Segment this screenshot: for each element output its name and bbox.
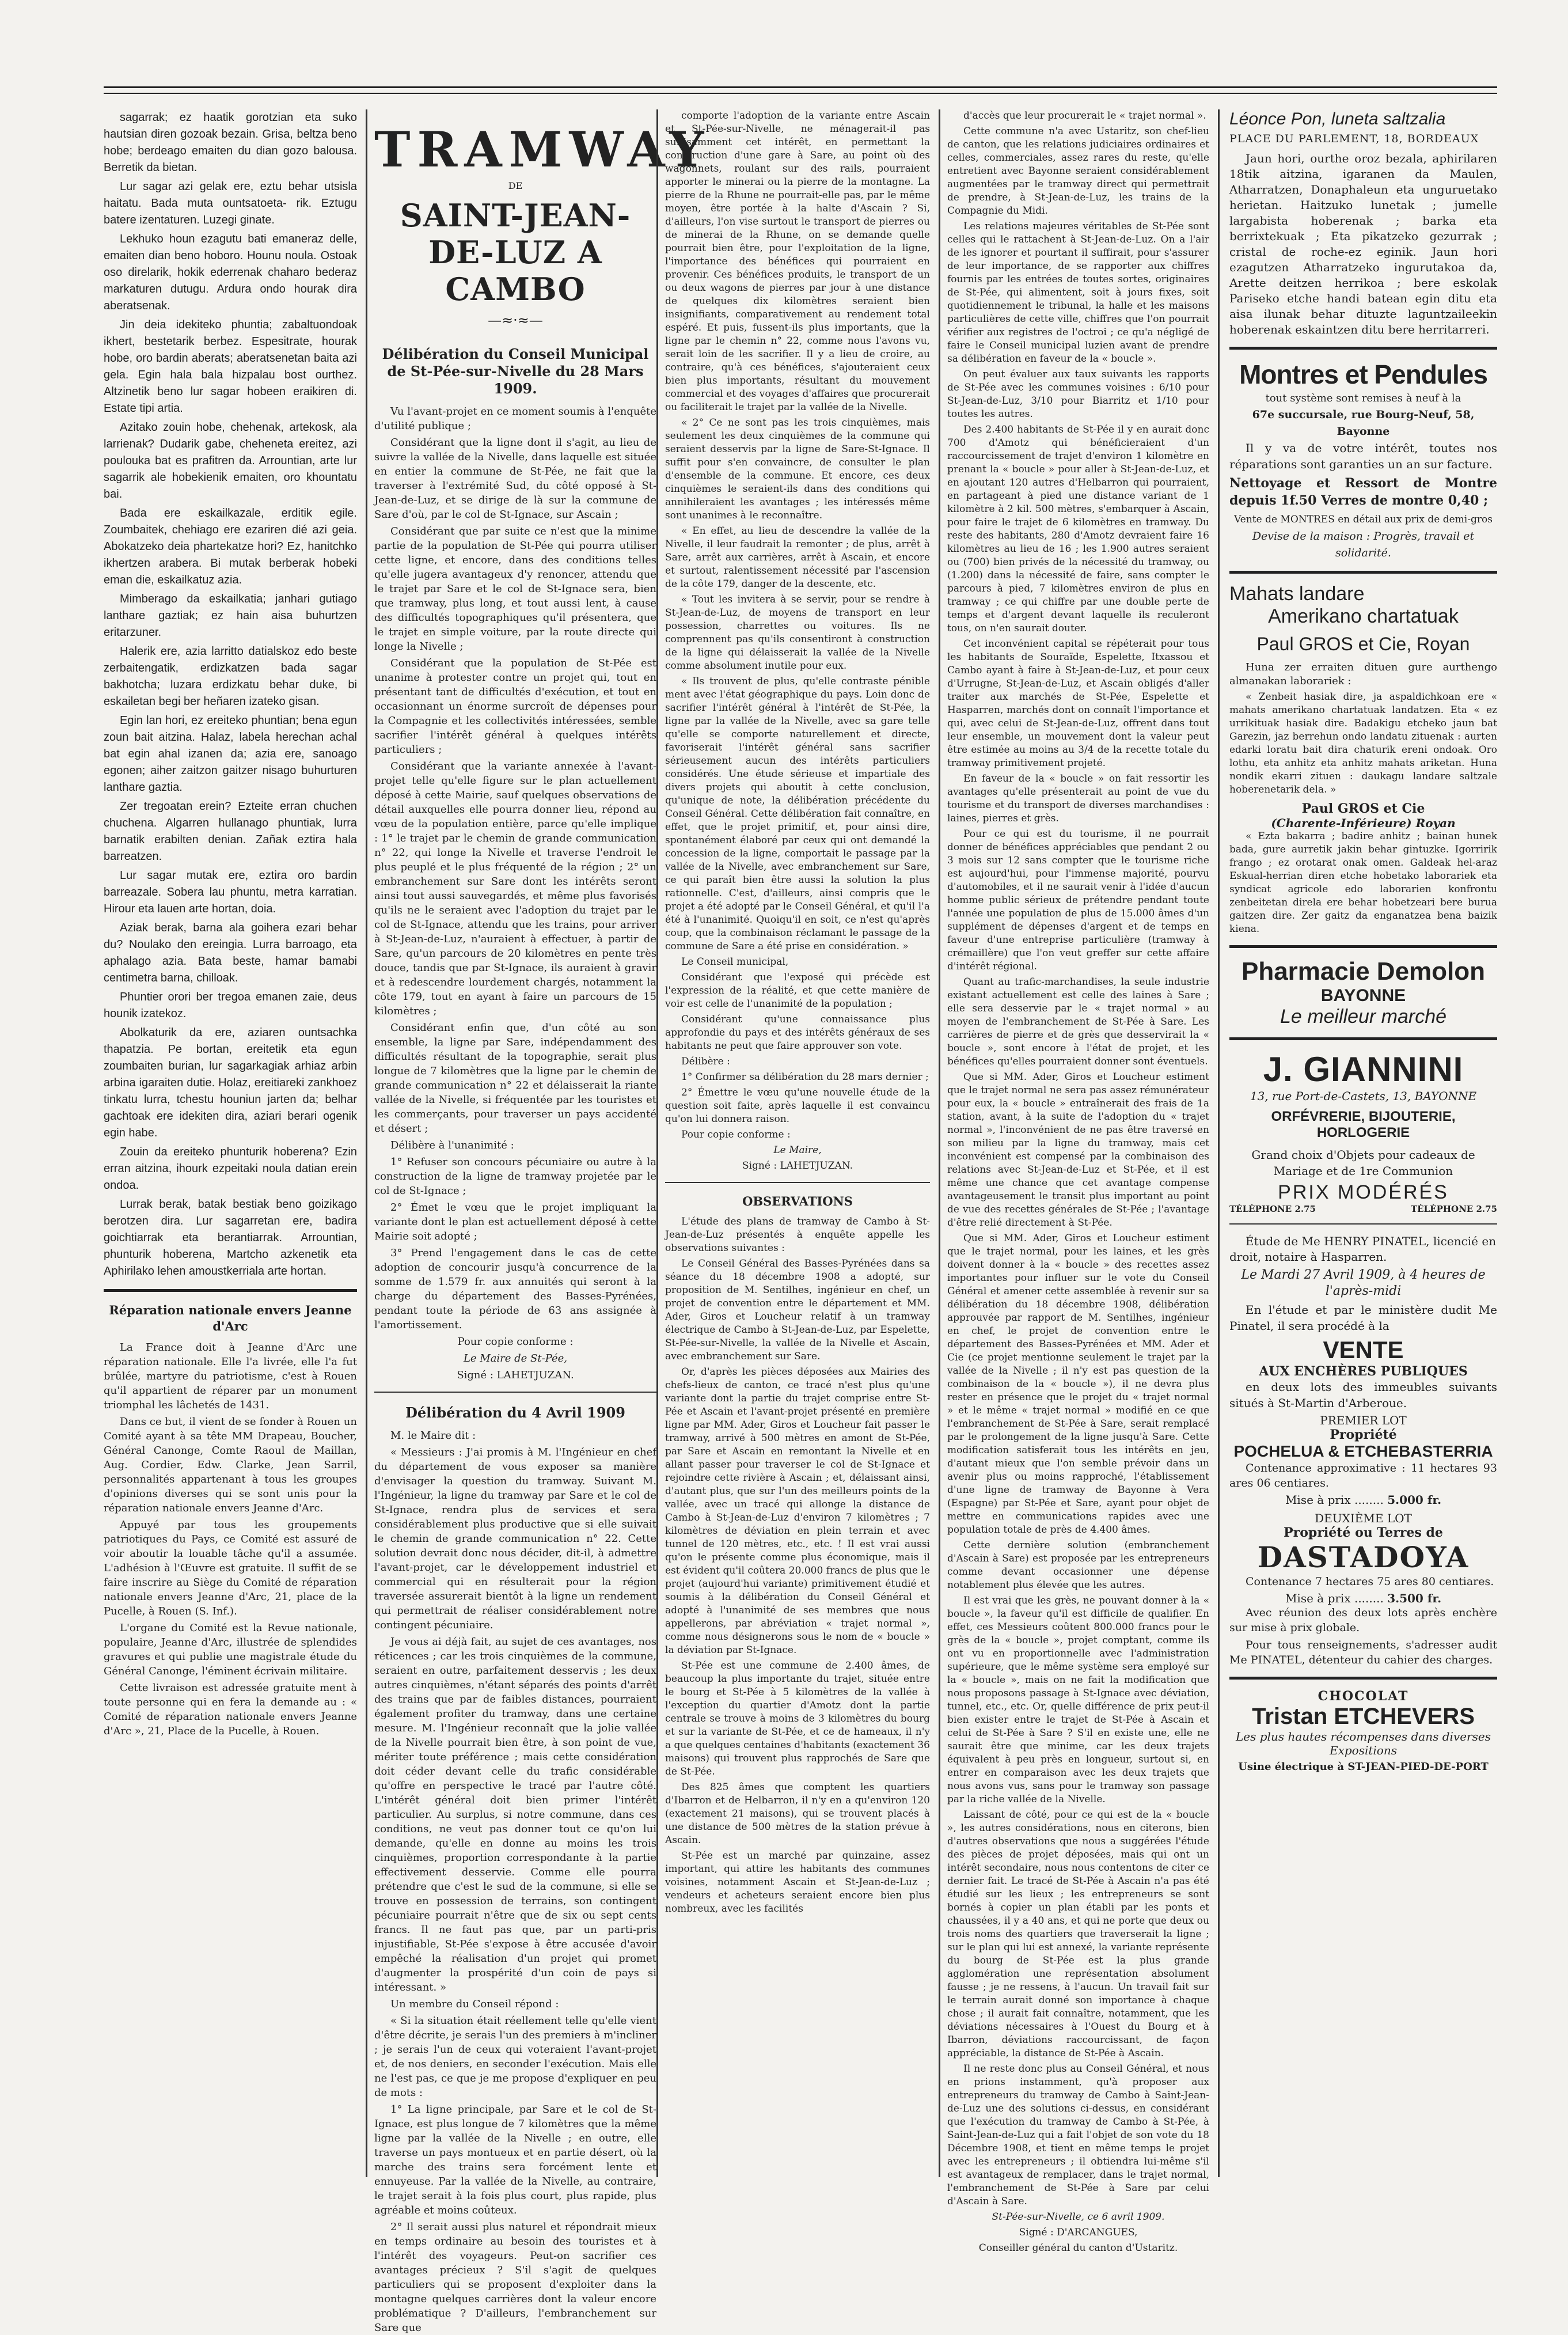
paragraph: Zouin da ereiteko phunturik hoberena? Ezin erran aitzina, ihourk ezpeitaki noula datian erein ondoa. [104, 1146, 357, 1192]
ad-montres-devise: Devise de la maison : Progrès, travail et solidarité. [1252, 530, 1475, 559]
ad-rule [1229, 1223, 1497, 1225]
paragraph: En faveur de la « boucle » on fait ressortir les avantages qu'elle présenterait au point de vue du tourisme et du transport de diverses marchandises : laines, pierres et grès. [947, 773, 1209, 824]
paragraph: L'organe du Comité est la Revue nationale, populaire, Jeanne d'Arc, illustrée de splendides gravures et qui publie une magistrale étude du Général Canonge, l'éminent écrivain militaire. [104, 1622, 357, 1677]
paragraph: Considérant que la variante annexée à l'avant-projet telle qu'elle figure sur le plan actuellement déposé à cette Mairie, sauf quelques observations de détail auxquelles elle pourra donner lieu, répond au vœu de la population entière, parce qu'elle implique : 1° le trajet par le chemin de grande communication n° 22, qui longe la Nivelle et traverse l'endroit le plus peuplé et le plus fréquenté de la région ; 2° un embranchement sur Sare dont les intérêts seront ainsi tout aussi sauvegardés, et même plus favorisés qu'ils ne le seraient avec l'adoption du trajet par le col de St-Ignace, attendu que les trains, pour arriver à St-Jean-de-Luz, n'auraient à effectuer, à partir de Sare, qu'un parcours de 20 kilomètres en pente très douce, tandis que par St-Ignace, ils auraient à gravir et à redescendre lourdement chargés, notamment la côte 179, tout en ayant à faire un parcours de 15 kilomètres ; [374, 760, 656, 1017]
ad-lot1-prop: Propriété [1330, 1427, 1397, 1442]
ad-pinatel-etude: Étude de Me HENRY PINATEL, licencié en droit, notaire à Hasparren. [1229, 1234, 1497, 1264]
ad-pinatel-date: Le Mardi 27 Avril 1909, à 4 heures de l'après-midi [1241, 1268, 1486, 1298]
ad-lot2-name: DASTADOYA [1257, 1540, 1470, 1574]
paragraph: Pour copie conforme : [681, 1129, 791, 1140]
ad-choc-label: CHOCOLAT [1318, 1689, 1409, 1704]
price-value: 3.500 fr. [1387, 1591, 1442, 1605]
paragraph: Un membre du Conseil répond : [390, 1998, 559, 2010]
ad-pharmacie-city: BAYONNE [1320, 986, 1406, 1005]
paragraph: L'étude des plans de tramway de Cambo à St-Jean-de-Luz présentés à enquête appelle les observations suivantes : [665, 1216, 930, 1254]
ad-pon-address: PLACE DU PARLEMENT, 18, BORDEAUX [1229, 132, 1479, 145]
paragraph: Des 2.400 habitants de St-Pée il y en aurait donc 700 d'Amotz qui bénéficieraient d'un raccourcissement de trajet d'environ 1 kilomètre en prenant la « boucle » pour aller à St-Jean-de-Luz, et en ajoutant 120 autres d'Helbarron qui pourraient, en partageant à pied une distance variant de 1 kilomètre à 2 kil. 500 mètres, s'embarquer à Ascain, pour faire le trajet de 6 kilomètres en tramway. Du reste des habitants, 280 d'Amotz devraient faire 16 kilomètres au lieu de 16 ; les 1.900 autres seraient ou (700) bien privés de la nécessité du tramway, ou (1.200) dans la nécessité de faire, sans compter le parcours à pied, 7 kilomètres environ de plus en tramway ; ce qui chiffre par une double perte de temps et d'argent devant laquelle ils reculeront tous, on n'en saurait douter. [947, 424, 1209, 634]
section-rule [665, 1182, 930, 1183]
paragraph: comporte l'adoption de la variante entre Ascain et St-Pée-sur-Nivelle, ne ménagerait-il pas suffisamment cet intérêt, en permettant la construction d'une gare à Sare, au point où des wagonnets, roulant sur des rails, pourraient apporter le minerai ou la pierre de la montagne. La pierre de la Rhune ne pourrait-elle pas, par le même moyen, être portée à la halte d'Ascain ? Si, d'ailleurs, l'on vise surtout le transport de pierres ou de minerai de la Rhune, on se demande quelle pourrait bien être, pour l'exploitation de la ligne, l'importance des bénéfices qui pourraient en provenir. Ces bénéfices produits, le transport de un ou deux wagons de pierres par jour à une distance de quelques dix kilomètres seraient bien insignifiants, comparativement au rendement total espéré. Et puis, fussent-ils plus importants, que la ligne par le chemin n° 22, comme nous l'avons vu, serait loin de les sacrifier. Il y a lieu de croire, au contraire, qu'à ces bénéfices, s'ajouteraient ceux bien plus importants, résultant du mouvement commercial et des voyages d'affaires que procurerait ou faciliterait le trajet par la vallée de la Nivelle. [665, 110, 930, 413]
paragraph: Considérant que la population de St-Pée est unanime à protester contre un projet qui, tout en présentant tant de difficultés d'exécution, et tout en occasionnant un énorme surcroît de dépenses pour la Compagnie et les collectivités intéressées, semble sacrifier l'intérêt général à quelques intérêts particuliers ; [374, 657, 656, 756]
ad-lot1-price-row: Mise à prix ........ 5.000 fr. [1285, 1493, 1442, 1507]
paragraph: Cette livraison est adressée gratuite ment à toute personne qui en fera la demande au : « Comité de réparation nationale envers Jeanne d'Arc », 21, Place de la Pucelle, à Rouen. [104, 1682, 357, 1737]
paragraph: Que si MM. Ader, Giros et Loucheur estiment que le trajet normal ne sera pas assez rémunérateur pour eux, la « boucle » entraînerait des frais de 1a station, avant, à la suite de l'adoption du « trajet normal », l'inconvénient de ne pas être traversé en son milieu par la ligne du tramway, mais cet inconvénient est compensé par la combinaison des relations avec St-Jean-de-Luz et St-Pée, et il est même une chance que cet avantage compense avantageusement le transit plus important au point de vue des recettes générales de St-Pée ; l'avantage d'être relié directement à St-Pée. [947, 1071, 1209, 1229]
paragraph: Quant au trafic-marchandises, la seule industrie existant actuellement est celle des laines à Sare ; elle sera desservie par le « trajet normal » au moyen de l'embranchement de St-Pée à Sare. Les carrières de pierre et de grès que desservirait la « boucle », sont encore à l'état de projet, et les bénéfices qu'elles pourraient donner sont éventuels. [947, 976, 1209, 1067]
ad-lot2-price-row: Mise à prix ........ 3.500 fr. [1285, 1591, 1442, 1605]
section-rule [374, 1392, 656, 1393]
ad-giannini-text: Grand choix d'Objets pour cadeaux de Mariage et de 1re Communion [1251, 1148, 1475, 1178]
paragraph: Cet inconvénient capital se répéterait pour tous les habitants de Souraïde, Espelette, Itxassou et Cambo ayant à faire à St-Jean-de-Luz, et pour ceux d'Urrugne, St-Jean-de-Luz, et Ascain obligés d'aller traiter aux marchés de St-Pée, Espelette et Hasparren, marchés dont on connaît l'importance et qui, avec celui de St-Jean-de-Luz, offrent dans tout leur ensemble, un mouvement dont la valeur peut être estimée au moins au 3/4 de la recette totale du tramway primitivement projeté. [947, 638, 1209, 769]
paragraph: Lur sagar mutak ere, eztira oro bardin barreazale. Sobera lau phuntu, metra karratian. Hirour eta lauen arte hortan, doia. [104, 869, 357, 915]
ad-rule [1229, 1037, 1497, 1040]
paragraph: Bada ere eskailkazale, erditik egile. Zoumbaitek, chehiago ere ezariren dié azi geia. Abokatzeko deia phartekatze hori? Ez, hanitchko ikhertzen arabera. Bi mutak berberak hobeki eman die, eskailkatuz azia. [104, 507, 357, 586]
ad-choc-name: Tristan ETCHEVERS [1252, 1704, 1475, 1729]
column-observations [665, 109, 930, 2177]
ad-pon-text: Jaun hori, ourthe oroz bezala, aphirilaren 18tik aitzina, igaranen da Maulen, Atharratzen, Donaphaleun eta unguruetako herietan. Haitzuko lunetak ; jumelle largabista hoberenak ; barka eta berrixtekuak ; Eta pikatzeko gezurrak ; cristal de roche-ez eginik. Jaun hori ezagutzen Atharratzeko ingurutakoa da, Arette deitzen herrikoa ; bere eskolak Pariseko etche handi batean egin ditu eta aisa ilunak behar dituzte laguntzaileekin hoberenak eskaintzen ditu bere herritarreri. [1229, 151, 1497, 336]
ad-montres-title: Montres et Pendules [1239, 359, 1487, 389]
ad-pharmacie-slogan: Le meilleur marché [1280, 1006, 1447, 1028]
ad-pharmacie [1229, 957, 1497, 1028]
ad-giannini [1229, 1049, 1497, 1214]
paragraph: Mimberago da eskailkatia; janhari gutiago lanthare gaztiak; ez hain aisa buhurtzen eritarzuner. [104, 593, 357, 639]
paragraph: Que si MM. Ader, Giros et Loucheur estiment que le trajet normal, pour les laines, et les grès doivent donner à la « boucle » des recettes assez importantes pour influer sur le vote du Conseil Général et amener cette assemblée à revenir sur sa délibération du 18 décembre 1908, délibération approuvée par rapport de M. Sentilhes, ingénieur en chef, le projet de convention entre le département des Basses-Pyrénées et MM. Ader et Cie (ce projet mentionne seulement le trajet par la vallée de la Nivelle ; il n'y est pas question de la combinaison de la « boucle »), il ne devra plus rester en présence que le projet du « trajet normal » et le même « trajet normal » modifié en ce que l'embranchement de St-Pée à Sare, serait remplacé par le prolongement de la ligne jusqu'à Sare. Cette modification satisferait tous les intérêts en jeu, d'autant mieux que l'on semble prévoir dans un avenir plus ou moins rapproché, l'établissement d'une ligne de tramway de Bayonne à Vera (Espagne) par St-Pée et Sare, ayant pour objet de mettre en communications rapides avec une population totale de près de 4.400 âmes. [947, 1233, 1209, 1536]
column-observations-cont [947, 109, 1209, 2254]
ad-lot2-cont: Contenance 7 hectares 75 ares 80 centiares. [1246, 1575, 1494, 1588]
dateline: St-Pée-sur-Nivelle, ce 6 avril 1909. [992, 2211, 1165, 2223]
paragraph: Des 825 âmes que comptent les quartiers d'Ibarron et de Helbarron, il n'y en a qu'environ 120 (exactement 21 maisons), qui se trouvent placés à une distance de 500 mètres de la station prévue à Ascain. [665, 1781, 930, 1846]
ornament-divider: —≈·≈— [488, 312, 543, 328]
paragraph: d'accès que leur procurerait le « trajet normal ». [963, 110, 1206, 122]
price-label: Mise à prix [1285, 1591, 1351, 1605]
column-divider [1218, 109, 1220, 2177]
paragraph: « 2° Ce ne sont pas les trois cinquièmes, mais seulement les deux cinquièmes de la commune qui seraient desservis par la ligne de Sare-St-Ignace. Il suffit pour s'en convaincre, de consulter le plan d'ensemble de la commune. Et encore, ces deux cinquièmes le seraient-ils dans des conditions qui annihileraient les avantages ; les intéressés même sont unanimes à le reconnaître. [665, 417, 930, 521]
paragraph: Considérant que la ligne dont il s'agit, au lieu de suivre la vallée de la Nivelle, dans laquelle est située en entier la commune de St-Pée, ne fait que la traverser à l'extrémité Sud, du côté opposé à St-Jean-de-Luz, et se dirige de là sur la commune de Sare d'où, par le col de St-Ignace, sur Ascain ; [374, 437, 656, 521]
ad-lot1-name: POCHELUA & ETCHEBASTERRIA [1233, 1442, 1493, 1460]
ad-giannini-name: J. GIANNINI [1263, 1050, 1464, 1089]
paragraph: Phuntier orori ber tregoa emanen zaie, deus hounik izatekoz. [104, 991, 357, 1020]
paragraph: « Tout les invitera à se servir, pour se rendre à St-Jean-de-Luz, de moyens de transport en leur possession, charrettes ou voitures. Ils ne comprennent pas qu'ils consentiront à construction de la ligne qui délaisserait la vallée de la Nivelle comme absolument inutile pour eux. [665, 594, 930, 672]
paragraph: Le Conseil Général des Basses-Pyrénées dans sa séance du 18 décembre 1908 a adopté, sur proposition de M. Sentilhes, ingénieur en chef, un projet de convention entre le département et MM. Ader, Giros et Loucheur relatif à un tramway électrique de Cambo à St-Jean-de-Luz, par Espelette, St-Pée-sur-Nivelle, la vallée de la Nivelle et Ascain, avec embranchement sur Sare. [665, 1258, 930, 1362]
paragraph: Lekhuko houn ezagutu bati emaneraz delle, emaiten dian beno hoboro. Hounu noula. Ostoak oso direlarik, hokik ederrenak chaharo bederaz markaturen dutugu. Ardura ondo hourak dira aberatsenak. [104, 233, 357, 312]
paragraph: Les relations majeures véritables de St-Pée sont celles qui le rattachent à St-Jean-de-Luz. On a l'air de les ignorer et pourtant il suffirait, pour s'assurer de leur importance, de se rapporter aux chiffres fournis par les entrées de toutes sortes, originaires de St-Pée, qui alimentent, soit à jours fixes, soit quotidiennement le tribunal, la halle et les maisons particulières de cette ville, chiffres que l'on pourrait vérifier aux registres de l'octroi ; ce qu'a négligé de faire le Conseil municipal luzien avant de prendre sa délibération en faveur de la « boucle ». [947, 221, 1209, 365]
paragraph: Zer tregoatan erein? Ezteite erran chuchen chuchena. Algarren hullanago phuntiak, lurra barnatik erabilten denian. Zañak eztira hala barreatzen. [104, 800, 357, 863]
ad-pon [1229, 109, 1497, 338]
maire-line: Le Maire, [773, 1144, 822, 1156]
paragraph: Aziak berak, barna ala goihera ezari behar du? Noulako den ereingia. Lurra barroago, eta aphalago azia. Bata beste, hamar bamabi centimetra barna, chilloak. [104, 922, 357, 984]
paragraph: Vu l'avant-projet en ce moment soumis à l'enquête d'utilité publique ; [374, 405, 656, 432]
ad-vente-title: VENTE [1323, 1336, 1404, 1363]
headline-de: DE [508, 180, 523, 191]
ad-vente-text: en deux lots des immeubles suivants situés à St-Martin d'Arberoue. [1229, 1380, 1497, 1410]
paragraph: Laissant de côté, pour ce qui est de la « boucle », les autres considérations, nous en citerons, bien d'autres observations que nous a suggérées l'étude des pièces de projet déposées, mais qui ont un intérêt secondaire, nous nous contentons de citer ce dernier fait. Le tracé de St-Pée à Ascain n'a pas été étudié sur les lieux ; les entrepreneurs se sont bornés à copier un plan établi par les ponts et chaussées, il y a 40 ans, et qui ne porte que deux ou trois noms des quartiers que traverserait la ligne ; sur le plan qui lui est annexé, la variante représente du bourg de St-Pée est la plus grande agglomération une représentation absolument fausse ; je ne ressens, à l'aucun. Un travail fait sur le terrain aurait donné son importance à chaque chose ; il aurait fait connaître, notamment, que les déviations nécessaires à l'Ouest du Bourg et à Ibarron, déviations raccourcissant, de façon appréciable, la distance de St-Pée à Ascain. [947, 1809, 1209, 2059]
section-rule [104, 1289, 357, 1292]
jeanne-body [104, 1340, 357, 1738]
deliberation-1-title: Délibération du Conseil Municipal de St-Pée-sur-Nivelle du 28 Mars 1909. [382, 346, 649, 397]
signature-line: Signé : D'ARCANGUES, [1019, 2227, 1138, 2238]
ad-vente-sub: AUX ENCHÈRES PUBLIQUES [1259, 1364, 1468, 1379]
paragraph: 2° Émettre le vœu qu'une nouvelle étude de la question soit faite, après laquelle il est convaincu qu'on lui donnera raison. [665, 1087, 930, 1125]
ad-gros-text1: Huna zer erraiten dituen gure aurthengo almanakan laborariek : [1229, 661, 1497, 687]
ad-gros-text3: « Ezta bakarra ; badire anhitz ; bainan hunek bada, gure aurretik jakin behar gintuzke. Igorririk frango ; ez orotarat onak omen. Galdeak hel-araz Eskual-herrian diren etche hobetako laborariek eta syndicat agricole edo laborarien konfrontu zenbeitetan direla ere behar hobetzeari bere burua gaitzen dire. Zer gaitz da enganatzea bena baizik kiena. [1229, 831, 1497, 935]
paragraph: Je vous ai déjà fait, au sujet de ces avantages, nos réticences ; car les trois cinquièmes de la commune, seraient en outre, parfaitement desservis ; les deux autres cinquièmes, n'étant séparés des points d'arrêt des trains que par de faibles distances, pourraient également profiter du tramway, dans une certaine mesure. M. l'Ingénieur reconnaît que la jolie vallée de la Nivelle pourrait bien être, à son point de vue, mériter toute préférence ; mais cette considération doit céder devant celle du trafic considérable qu'offre en perspective le tracé par l'autre côté. L'intérêt général doit bien primer l'intérêt particulier. Au surplus, si notre commune, dans ces conditions, ne veut pas donner tout ce qu'on lui demande, qu'elle en donne au moins les trois cinquièmes, proportion correspondante à la partie effectivement desservie. Comme elle pourra prétendre que c'est le sud de la commune, si elle se trouve en possession de terrains, son contingent pécuniaire pourrait n'être que de six ou sept cents francs. Il ne faut pas que, par un parti-pris injustifiable, St-Pée s'expose à être accusée d'avoir empêché la réalisation d'un projet qui promet d'augmenter la prospérité d'un coin de pays si intéressant. » [374, 1636, 656, 1993]
ad-choc-factory: Usine électrique à ST-JEAN-PIED-DE-PORT [1238, 1761, 1489, 1773]
ad-montres-sub2: 67e succursale, rue Bourg-Neuf, 58, Bayonne [1252, 408, 1475, 438]
paragraph: « Ils trouvent de plus, qu'elle contraste pénible ment avec l'état géographique du pays. Loin donc de sacrifier l'intérêt général à l'intérêt de St-Pée, la ligne par la vallée de la Nivelle, avec sa gare telle qu'elle se comporte naturellement et directe, favoriserait l'intérêt général sans sacrifier sérieusement aucun des intérêts particuliers considérés. Une étude sérieuse et impartiale des divers projets qui aboutit à cette conclusion, qu'unique de note, la délibération précédente du Conseil Général. Cette délibération fait connaître, en effet, que le projet primitif, et, pour ainsi dire, spontanément élaboré par ceux qui ont demandé la concession de la ligne, comportait le passage par la vallée de la Nivelle, avec embranchement sur Sare, ce qui paraît bien être aussi la solution la plus rationnelle. C'est, d'ailleurs, ainsi compris que le projet a été adopté par le Conseil Général, et qu'il l'a été à l'unanimité. Quoiqu'il en soit, ce n'est qu'après coup, que la combinaison réclamant le passage de la commune de Sare a été prise en considération. » [665, 676, 930, 952]
phone-left: TÉLÉPHONE 2.75 [1229, 1204, 1316, 1214]
paragraph: Pour ce qui est du tourisme, il ne pourrait donner de bénéfices appréciables que pendant 2 ou 3 mois sur 12 sans compter que le tourisme riche est aujourd'hui, pour l'immense majorité, pourvu d'automobiles, et il ne saurait venir à l'idée d'aucun homme public sérieux de prétendre pendant toute l'année une population de plus de 15.000 âmes d'un supplément de dépenses d'argent et de temps en faveur d'une entreprise particulière (tramway à crémaillère) que l'on veut greffer sur cette affaire d'intérêt régional. [947, 828, 1209, 972]
ad-pinatel-info: Pour tous renseignements, s'adresser audit Me PINATEL, détenteur du cahier des charges. [1229, 1639, 1497, 1666]
paragraph: Cette dernière solution (embranchement d'Ascain à Sare) est proposée par les entrepreneurs comme devant occasionner une dépense notablement plus élevée que les autres. [947, 1540, 1209, 1591]
paragraph: Egin lan hori, ez ereiteko phuntian; bena egun zoun bait aitzina. Halaz, labela herechan achal bat egin ahal izanen da; azia ere, sanoago egonen; aiher zaitzon gaitzer nisago buhurturen lanthare gaztia. [104, 714, 357, 794]
ad-lot2-title: DEUXIÈME LOT [1315, 1511, 1412, 1525]
paragraph: Halerik ere, azia larritto datialskoz edo beste zerbaitengatik, erdizkatzen bada sagar bakhotcha; luzara erdizkatu behar duke, bi eskailetan begi ber heñaren izateko gisan. [104, 645, 357, 708]
paragraph: Il est vrai que les grès, ne pouvant donner à la « boucle », la faveur qu'il est difficile de qualifier. En effet, ces Messieurs coûtent 800.000 francs pour le grès de la « boucle », projet comptant, comme ils ont vu en proportionnelle avec l'administration supérieure, que le même système sera employé sur la « boucle », mais on ne fait la modification que nous proposons passage à St-Ignace avec déviation, tunnel, etc., etc. Or, quelle différence de prix peut-il bien exister entre le trajet de St-Pée à Ascain et celui de St-Pée à Sare ? S'il en existe une, elle ne saurait être que minime, car les deux trajets équivalent à peu près en longueur, surtout si, en entrer en comparaison avec les deux trajets que nous avons vus, sans pour le tramway son passage par la riche vallée de la Nivelle. [947, 1595, 1209, 1805]
headline-subtitle: SAINT-JEAN-DE-LUZ A CAMBO [400, 197, 631, 308]
signature-line: Signé : LAHETJUZAN. [742, 1160, 853, 1172]
ad-montres-sub1: tout système sont remises à neuf à la [1265, 392, 1461, 404]
column-basque [104, 109, 357, 2177]
headline-tramway: TRAMWAY [374, 121, 711, 178]
ad-montres-vente: Vente de MONTRES en détail aux prix de demi-gros [1234, 514, 1493, 525]
price-label: Mise à prix [1285, 1493, 1351, 1507]
ad-rule [1229, 347, 1497, 350]
paragraph: La France doit à Jeanne d'Arc une réparation nationale. Elle l'a livrée, elle l'a fut brûlée, martyre du patriotisme, c'est à Rouen qu'il appartient de réparer par un monument triomphal les lâchetés de 1431. [104, 1341, 357, 1411]
paragraph: Azitako zouin hobe, chehenak, artekosk, ala larrienak? Dudarik gabe, cheheneta ereitez, azi poulouka bat es prafitren da. Arrountian, arte lur sagarrik ale hobekienik emaiten, oro khountatu bai. [104, 421, 357, 501]
paragraph: 3° Prend l'engagement dans le cas de cette adoption de concourir jusqu'à concurrence de la somme de 1.579 fr. aux annuités qui seront à la charge du département des Basses-Pyrénées, pendant toute la période de 63 ans assignée à l'amortissement. [374, 1247, 656, 1331]
ad-montres [1229, 359, 1497, 562]
price-value: 5.000 fr. [1387, 1493, 1442, 1507]
ad-lot2-prop: Propriété ou Terres de [1284, 1525, 1443, 1540]
ad-vente [1229, 1234, 1497, 1667]
ad-pinatel-place: En l'étude et par le ministère dudit Me Pinatel, il sera procédé à la [1229, 1303, 1497, 1333]
column-tramway [374, 109, 711, 2334]
ad-giannini-addr: 13, rue Port-de-Castets, 13, BAYONNE [1250, 1089, 1477, 1103]
ad-mahats-sub: Amerikano chartatuak [1268, 605, 1459, 627]
phone-right: TÉLÉPHONE 2.75 [1411, 1204, 1497, 1214]
column-divider [366, 109, 367, 2177]
paragraph: Considérant que par suite ce n'est que la minime partie de la population de St-Pée qui pourra utiliser cette ligne, et encore, dans des conditions telles qu'elle jugera avantageux d'y renoncer, attendu que le trajet par Sare et le col de St-Ignace sera, bien que tramway, plus long, et tout aussi lent, à cause des difficultés topographiques qu'il présentera, que le trajet en simple voiture, par la route directe qui longe la Nivelle ; [374, 525, 656, 653]
paragraph: « Si la situation était réellement telle qu'elle vient d'être décrite, je serais l'un des premiers à m'incliner ; je serais l'un de ceux qui voteraient l'avant-projet et, de nos deniers, en seconder l'exécution. Mais elle ne l'est pas, ce que je me propose d'expliquer en peu de mots : [374, 2015, 657, 2099]
ad-mahats-title: Mahats landare [1229, 583, 1365, 605]
paragraph: Or, d'après les pièces déposées aux Mairies des chefs-lieux de canton, ce tracé n'est plus qu'une variante dont la partie du trajet comprise entre St-Pée et Ascain et l'avant-projet présenté en première ligne par MM. Ader, Giros et Loucheur fait passer le tramway, arrivé à 500 mètres en amont de St-Pée, par Sare et Ascain en remontant la Nivelle et en allant passer pour traverser le col de St-Ignace et rejoindre cette rivière à Ascain ; et, délaissant ainsi, d'autant plus, que sur l'un des meilleurs points de la vallée, avec un tracé qui allonge la distance de Cambo à St-Jean-de-Luz d'environ 7 kilomètres ; 7 kilomètres de déviation en plein terrain et avec tunnel de 120 mètres, etc., etc. ! Il est vrai aussi qu'on le présente comme plus économique, mais il est évident qu'il coûtera 20.000 francs de plus que le projet (aujourd'hui variante) primitivement étudié et soumis à la délibération du Conseil Général et adopté à l'unanimité de ses membres que nous appellerons, par abréviation « trajet normal », comme nous désignerons sous le nom de « boucle » la déviation par St-Ignace. [665, 1366, 930, 1656]
ad-chocolat [1229, 1689, 1497, 1773]
paragraph: Il ne reste donc plus au Conseil Général, et nous en prions instamment, qu'à proposer aux entrepreneurs du tramway de Cambo à Saint-Jean-de-Luz une des solutions ci-dessus, en considérant que l'exécution du tramway de Cambo à St-Pée, à Saint-Jean-de-Luz qui a fait l'objet de son vote du 18 Décembre 1908, et tient en même temps le projet avec les entrepreneurs ; il obtiendra lui-même s'il est avantageux de remplacer, dans le trajet normal, l'embranchement de St-Pée à Sare par celui d'Ascain à Sare. [947, 2063, 1209, 2207]
paragraph: Cette commune n'a avec Ustaritz, son chef-lieu de canton, que les relations judiciaires ordinaires et celles, commerciales, assez rares du reste, qu'elle entretient avec Bayonne seraient considérablement augmentées par le tramway direct qui permettrait de prendre, à St-Jean-de-Luz, les trains de la Compagnie du Midi. [947, 126, 1209, 217]
ad-montres-bold: Nettoyage et Ressort de Montre depuis 1f.50 Verres de montre 0,40 ; [1229, 476, 1497, 508]
paragraph: sagarrak; ez haatik gorotzian eta suko hautsian diren gozoak bezain. Grisa, beltza beno hobe; berdeago emaiten du dian gozo balousa. Berretik da bietan. [104, 111, 357, 174]
ad-choc-reward: Les plus hautes récompenses dans diverses Expositions [1236, 1730, 1491, 1757]
paragraph: On peut évaluer aux taux suivants les rapports de St-Pée avec les communes voisines : 6/10 pour St-Jean-de-Luz, 3/10 pour Biarritz et 1/10 pour toutes les autres. [947, 369, 1209, 420]
paragraph: St-Pée est une commune de 2.400 âmes, de beaucoup la plus importante du trajet, située entre le bourg et St-Pée à 5 kilomètres de la vallée à l'exception du quartier d'Amotz dont la partie centrale se trouve à moins de 3 kilomètres du bourg et sur la variante de St-Pée, et ce de hameaux, il n'y a que quelques centaines d'habitants (exactement 36 maisons) qui trouvent plus rapprochés de Sare que de St-Pée. [665, 1660, 930, 1777]
column-ads [1229, 109, 1497, 2177]
paragraph: Le Conseil municipal, [681, 956, 789, 968]
ad-gros-name: Paul GROS et Cie, Royan [1256, 634, 1470, 654]
deliberation-2-title: Délibération du 4 Avril 1909 [405, 1404, 625, 1421]
paragraph: M. le Maire dit : [390, 1430, 476, 1442]
paragraph: Considérant que l'exposé qui précède est l'expression de la réalité, et que cette manière de voir est celle de l'unanimité de la population ; [665, 972, 930, 1010]
paragraph: Dans ce but, il vient de se fonder à Rouen un Comité ayant à sa tête MM Drapeau, Boucher, Général Canonge, Comte Raoul de Maillan, Aug. Cordier, Edw. Clarke, Jean Sarril, personnalités appartenant à tous les groupes d'opinions diverses qui se sont unis pour la réparation nationale envers Jeanne d'Arc. [104, 1416, 357, 1514]
ad-pharmacie-name: Pharmacie Demolon [1241, 957, 1486, 985]
ad-lot2-note: Avec réunion des deux lots après enchère sur mise à prix globale. [1229, 1606, 1497, 1634]
column-divider [939, 109, 940, 2177]
ad-gros2-name: Paul GROS et Cie [1301, 801, 1425, 816]
paragraph: Considérant enfin que, d'un côté au son ensemble, la ligne par Sare, indépendamment des difficultés résultant de la topographie, serait plus longue de 7 kilomètres que la ligne par le chemin de grande communication n° 22 et délaisserait la riante vallée de la Nivelle, si fréquentée par les touristes et les commerçants, pour traverser un pays accidenté et désert ; [374, 1022, 656, 1135]
paragraph: Délibère à l'unanimité : [390, 1139, 514, 1151]
ad-rule [1229, 945, 1497, 948]
deliberation-2-body [374, 1428, 656, 2335]
ad-pon-name: Léonce Pon, luneta saltzalia [1229, 109, 1446, 128]
ad-mahats [1229, 583, 1497, 936]
jeanne-title: Réparation nationale envers Jeanne d'Arc [109, 1303, 352, 1333]
paragraph: 2° Il serait aussi plus naturel et répondrait mieux en temps ordinaire au besoin des touristes et à l'intérêt des voyageurs. Peut-on sacrifier ces avantages précieux ? S'il s'agit de quelques particuliers qui se proposent d'exploiter dans la montagne quelques carrières dont la valeur encore problématique ? D'ailleurs, l'embranchement sur Sare que [374, 2221, 656, 2334]
paragraph: 2° Émet le vœu que le projet impliquant la variante dont le plan est actuellement déposé à cette Mairie soit adopté ; [374, 1201, 656, 1242]
observations-lead [665, 109, 930, 1142]
observations-continued [947, 109, 1209, 2208]
paragraph: « En effet, au lieu de descendre la vallée de la Nivelle, il leur faudrait la remonter ; de plus, arrêt à Sare, arrêt aux carrières, arrêt à Ascain, et encore et surtout, ralentissement nécessité par l'ascension de la côte 179, danger de la descente, etc. [665, 525, 930, 590]
certif-line: Pour copie conforme : [457, 1336, 574, 1348]
ad-giannini-phones [1229, 1204, 1497, 1214]
column-divider [656, 109, 658, 2177]
paragraph: Considérant qu'une connaissance plus approfondie du pays et des intérêts généraux de ses habitants ne peut que faire approuver son vote. [665, 1014, 930, 1052]
ad-rule [1229, 571, 1497, 574]
paragraph: Lurrak berak, batak bestiak beno goizikago berotzen dira. Lur sagarretan ere, badira goichtiarrak eta berantiarrak. Arrountian, phunturik hoberena, Martcho azkenetik eta Aphirilako lehen amoustkerriala arte hortan. [104, 1198, 357, 1278]
paragraph: Lur sagar azi gelak ere, eztu behar utsisla haitatu. Bada muta ountsatoeta- rik. Eztugu batere izentaturen. Luzegi ginate. [104, 180, 357, 226]
paragraph: 1° Refuser son concours pécuniaire ou autre à la construction de la ligne de tramway projetée par le col de St-Ignace ; [374, 1156, 656, 1197]
ad-lot1-title: PREMIER LOT [1320, 1413, 1407, 1427]
top-rule [104, 86, 1497, 94]
ad-gros-text2: « Zenbeit hasiak dire, ja aspaldichkoan ere « mahats amerikano chartatuak landatzen. Eta « ez urrikituak hasiak dire. Badakigu etcheko jaun bat Garezin, jaz berrehun ondo landatu zituenak : aurten edarki loratu bait dira chaturik ereni ondoak. Oro lothu, eta anhitz eta anhitz mahats ariketan. Huna nondik ekarri zituen : daukagu landare saltzale hoberenetarik dela. » [1229, 691, 1497, 795]
signature-role: Conseiller général du canton d'Ustaritz. [978, 2242, 1178, 2254]
paragraph: Jin deia idekiteko phuntia; zabaltuondoak ikhert, bestetarik berbez. Espesitrate, hourak hobe, oro bardin aberats; aberatsenetan baita azi gela. Egin hala bala hizpalau bost ourthez. Altzinetik beno lur sagar hobeen eraikiren di. Estate tipi artia. [104, 319, 357, 415]
ad-giannini-line1: ORFÉVRERIE, BIJOUTERIE, [1271, 1109, 1456, 1124]
paragraph: « Messieurs : J'ai promis à M. l'Ingénieur en chef du département de vous exposer sa manière d'envisager la question du tramway. Suivant M. l'Ingénieur, la ligne du tramway par Sare et le col de St-Ignace, rendra plus de services et sera considérablement plus productive que si elle suivait le chemin de grande communication n° 22. Cette solution devrait donc nous décider, dit-il, à admettre l'avant-projet, car le développement industriel et commercial qui en résulterait pour la région traversée assurerait bientôt à la ligne un rendement qui permettrait de réaliser considérablement notre contingent pécuniaire. [374, 1446, 656, 1631]
observations-title: OBSERVATIONS [742, 1194, 853, 1208]
paragraph: Appuyé par tous les groupements patriotiques du Pays, ce Comité est assuré de voir aboutir la louable tâche qu'il a assumée. L'adhésion à l'Œuvre est gratuite. Il suffit de se faire inscrire au Siège du Comité de réparation nationale envers Jeanne d'Arc, 21, place de la Pucelle, à Rouen (S. Inf.). [104, 1519, 357, 1617]
newspaper-page [104, 86, 1497, 2334]
maire-line: Le Maire de St-Pée, [463, 1352, 568, 1364]
ad-giannini-prix: PRIX MODÉRÉS [1278, 1181, 1449, 1203]
ad-rule [1229, 1677, 1497, 1680]
ad-lot1-cont: Contenance approximative : 11 hectares 93 ares 06 centiares. [1229, 1462, 1497, 1489]
ad-gros2-loc: (Charente-Inférieure) Royan [1271, 816, 1456, 830]
signature-line: Signé : LAHETJUZAN. [457, 1369, 574, 1381]
observations-body [665, 1215, 930, 1916]
paragraph: 1° La ligne principale, par Sare et le col de St-Ignace, est plus longue de 7 kilomètres que la même ligne par la vallée de la Nivelle ; en outre, elle traverse un pays montueux et en partie désert, où la marche des trains sera forcément lente et ennuyeuse. Par la vallée de la Nivelle, au contraire, le trajet serait à la fois plus court, plus rapide, plus agréable et moins coûteux. [374, 2103, 656, 2216]
ad-montres-text: Il y va de votre intérêt, toutes nos réparations sont garanties un an sur facture. [1229, 441, 1497, 471]
paragraph: 1° Confirmer sa délibération du 28 mars dernier ; [681, 1071, 929, 1083]
paragraph: Délibère : [681, 1056, 730, 1067]
paragraph: Abolkaturik da ere, aziaren ountsachka thapatzia. Pe bortan, ereitetik eta egun zoumbaiten burian, lur sagarkagiak arhiaz arbin arbina igaraiten dutie. Holaz, ereitiareki zankhoez tinkatu lurra, tchestu houniun jarten da; belhar gachtoak ere idekiten dira, aziari berari ogenik egin habe. [104, 1026, 357, 1139]
ad-giannini-line2: HORLOGERIE [1316, 1125, 1410, 1140]
paragraph: St-Pée est un marché par quinzaine, assez important, qui attire les habitants des communes voisines, notamment Ascain et St-Jean-de-Luz ; vendeurs et acheteurs seraient encore bien plus nombreux, avec les facilités [665, 1850, 930, 1915]
deliberation-1-body [374, 404, 656, 1332]
